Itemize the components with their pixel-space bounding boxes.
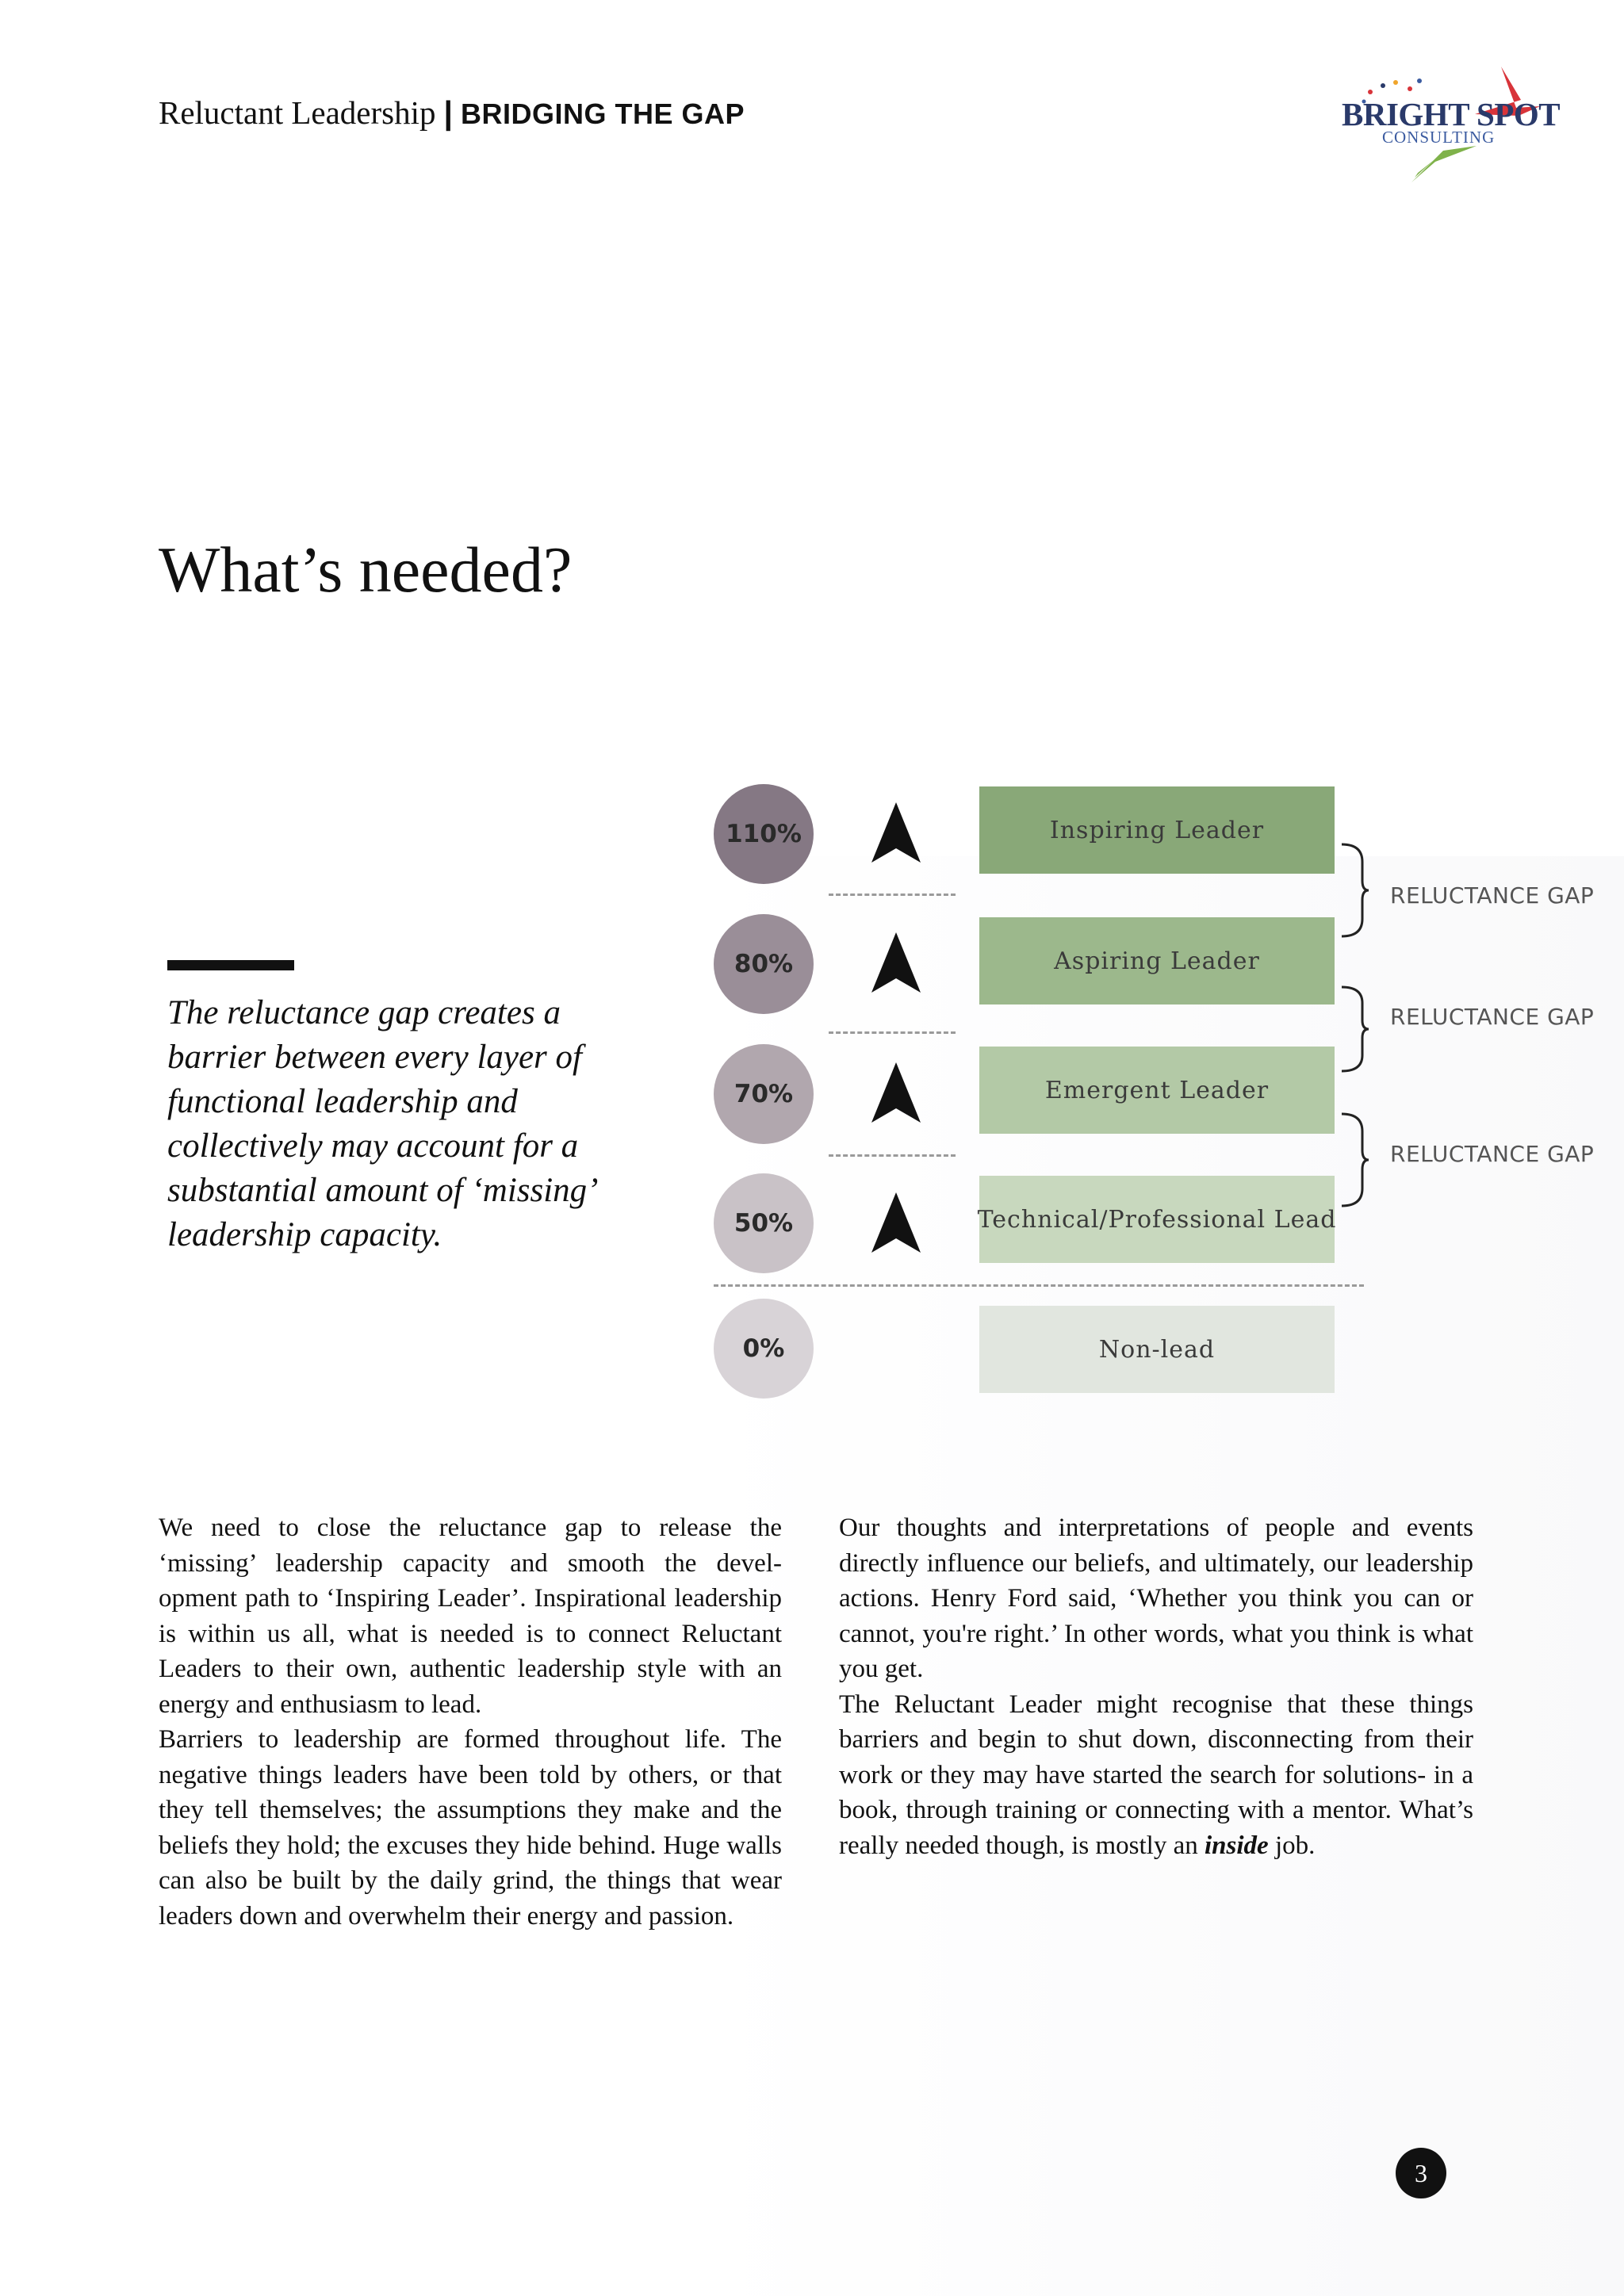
header-separator: | — [443, 94, 453, 131]
emphasis-inside: inside — [1205, 1831, 1269, 1860]
header-subtitle: BRIDGING THE GAP — [461, 98, 745, 130]
gap-brace — [1339, 985, 1370, 1073]
up-arrow-icon — [868, 1191, 924, 1254]
baseline-divider — [714, 1284, 1364, 1287]
level-divider — [829, 1154, 956, 1157]
body-text-end: job. — [1268, 1831, 1316, 1860]
percent-circle-50: 50% — [714, 1173, 814, 1273]
body-paragraph — [839, 1687, 1473, 1864]
level-divider — [829, 1031, 956, 1034]
logo-wordmark: BRIGHT SPOT — [1342, 96, 1561, 132]
percent-circle-70: 70% — [714, 1044, 814, 1144]
level-bar-technical: Technical/Professional Lead — [979, 1176, 1335, 1263]
gap-brace — [1339, 1112, 1370, 1207]
reluctance-gap-label: RELUCTANCE GAP — [1390, 882, 1595, 909]
reluctance-gap-label: RELUCTANCE GAP — [1390, 1004, 1595, 1030]
body-column-left — [159, 1510, 782, 1934]
up-arrow-icon — [868, 931, 924, 994]
body-paragraph: Barriers to leadership are formed throughout life. The negative things leaders have been told by others, or that they tell themselves; the assumptions they make and the beliefs they hold; the excuses they hide behind. Huge walls can also be built by the daily grind, the things that wear leaders down and overwhelm their energy and passion. — [159, 1725, 782, 1931]
logo-subline: CONSULTING — [1382, 128, 1496, 147]
bright-spot-logo — [1332, 57, 1562, 192]
percent-circle-80: 80% — [714, 914, 814, 1014]
level-bar-emergent: Emergent Leader — [979, 1047, 1335, 1134]
reluctance-gap-label: RELUCTANCE GAP — [1390, 1141, 1595, 1167]
page-number: 3 — [1396, 2148, 1446, 2198]
level-bar-inspiring: Inspiring Leader — [979, 786, 1335, 874]
body-column-right — [839, 1510, 1473, 1863]
level-divider — [829, 894, 956, 896]
percent-circle-110: 110% — [714, 784, 814, 884]
header-title: Reluctant Leadership — [159, 94, 436, 131]
up-arrow-icon — [868, 1061, 924, 1124]
gap-brace — [1339, 843, 1370, 938]
body-paragraph: We need to close the reluctance gap to release the ‘missing’ leadership capacity and smooth the devel- opment path to ‘Inspiring Leader’. Inspirational leadership is within us all, what is needed is to connect Reluctant Leaders to their own, authentic leadership style with an energy and enthusiasm to lead. — [159, 1513, 782, 1719]
running-header — [159, 94, 745, 132]
body-paragraph: Our thoughts and interpretations of people and events directly influence our beliefs, and ultimately, our leadership actions. Henry Ford said, ‘Whether you think you can or cannot, you're right.’ In other words, what you think is what you get. — [839, 1513, 1473, 1683]
body-text: The Reluctant Leader might recognise that these things barriers and begin to shut down, disconnecting from their work or they may have started the search for solutions- in a book, through training or connecting with a mentor. What’s really needed though, is mostly an — [839, 1689, 1473, 1860]
level-bar-aspiring: Aspiring Leader — [979, 917, 1335, 1004]
level-bar-nonlead: Non-lead — [979, 1306, 1335, 1393]
pull-quote: The reluctance gap creates a barrier between every layer of functional leadership and collectively may account for a substantial amount of ‘missing’ leadership capacity. — [167, 994, 595, 1253]
page-title: What’s needed? — [159, 534, 573, 606]
up-arrow-icon — [868, 801, 924, 864]
quote-rule — [167, 960, 294, 970]
leadership-diagram — [698, 773, 1610, 1407]
percent-circle-0: 0% — [714, 1299, 814, 1399]
